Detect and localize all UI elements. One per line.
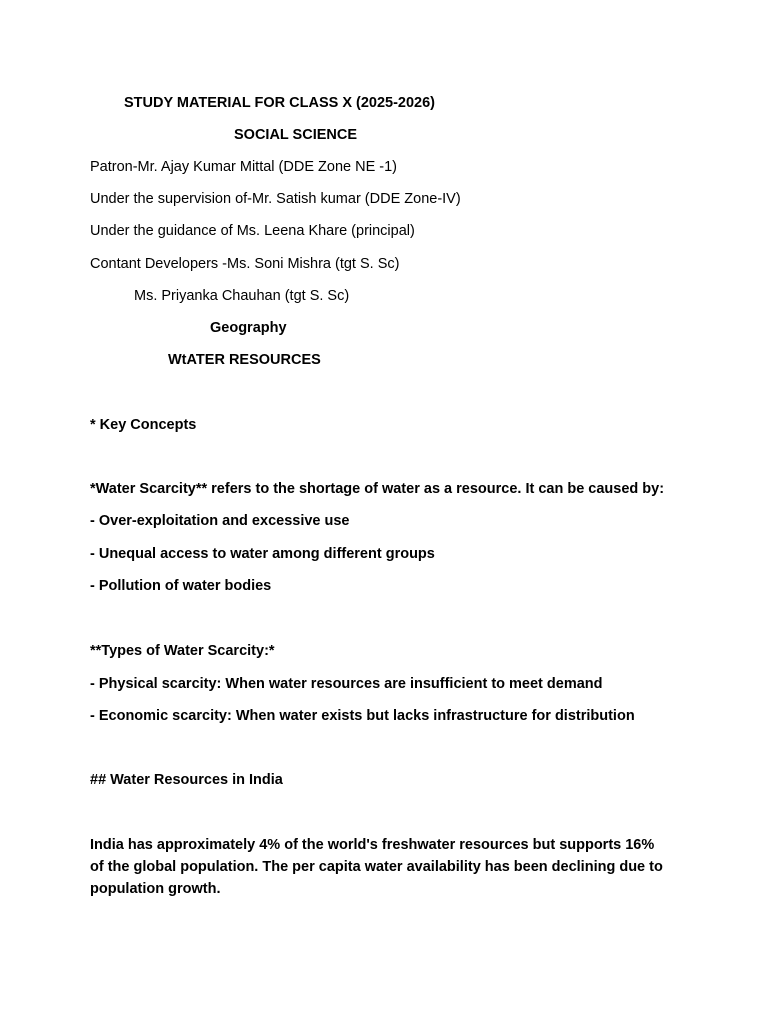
- document-title: STUDY MATERIAL FOR CLASS X (2025-2026): [124, 95, 436, 111]
- guidance-line: Under the guidance of Ms. Leena Khare (principal): [90, 223, 415, 239]
- list-item: - Over-exploitation and excessive use: [90, 513, 350, 529]
- types-heading: **Types of Water Scarcity:*: [90, 643, 275, 659]
- patron-line: Patron-Mr. Ajay Kumar Mittal (DDE Zone NE -1): [90, 159, 397, 175]
- india-heading: ## Water Resources in India: [90, 772, 283, 788]
- water-scarcity-intro: *Water Scarcity** refers to the shortage of water as a resource. It can be caused by:: [90, 481, 665, 497]
- list-item: - Economic scarcity: When water exists but lacks infrastructure for distribution: [90, 708, 635, 724]
- chapter-heading: WtATER RESOURCES: [168, 352, 321, 368]
- list-item: - Pollution of water bodies: [90, 578, 272, 594]
- list-item: - Physical scarcity: When water resources are insufficient to meet demand: [90, 676, 603, 692]
- subject-heading: SOCIAL SCIENCE: [234, 127, 358, 143]
- supervision-line: Under the supervision of-Mr. Satish kumar (DDE Zone-IV): [90, 191, 461, 207]
- india-paragraph: India has approximately 4% of the world's freshwater resources but supports 16% of the global population. The per capita water availability has been declining due to population growth.: [90, 837, 663, 897]
- key-concepts-heading: * Key Concepts: [90, 417, 197, 433]
- branch-heading: Geography: [210, 320, 287, 336]
- developers-line: Contant Developers -Ms. Soni Mishra (tgt S. Sc): [90, 256, 400, 272]
- developers-line-2: Ms. Priyanka Chauhan (tgt S. Sc): [134, 288, 350, 304]
- list-item: - Unequal access to water among different groups: [90, 546, 435, 562]
